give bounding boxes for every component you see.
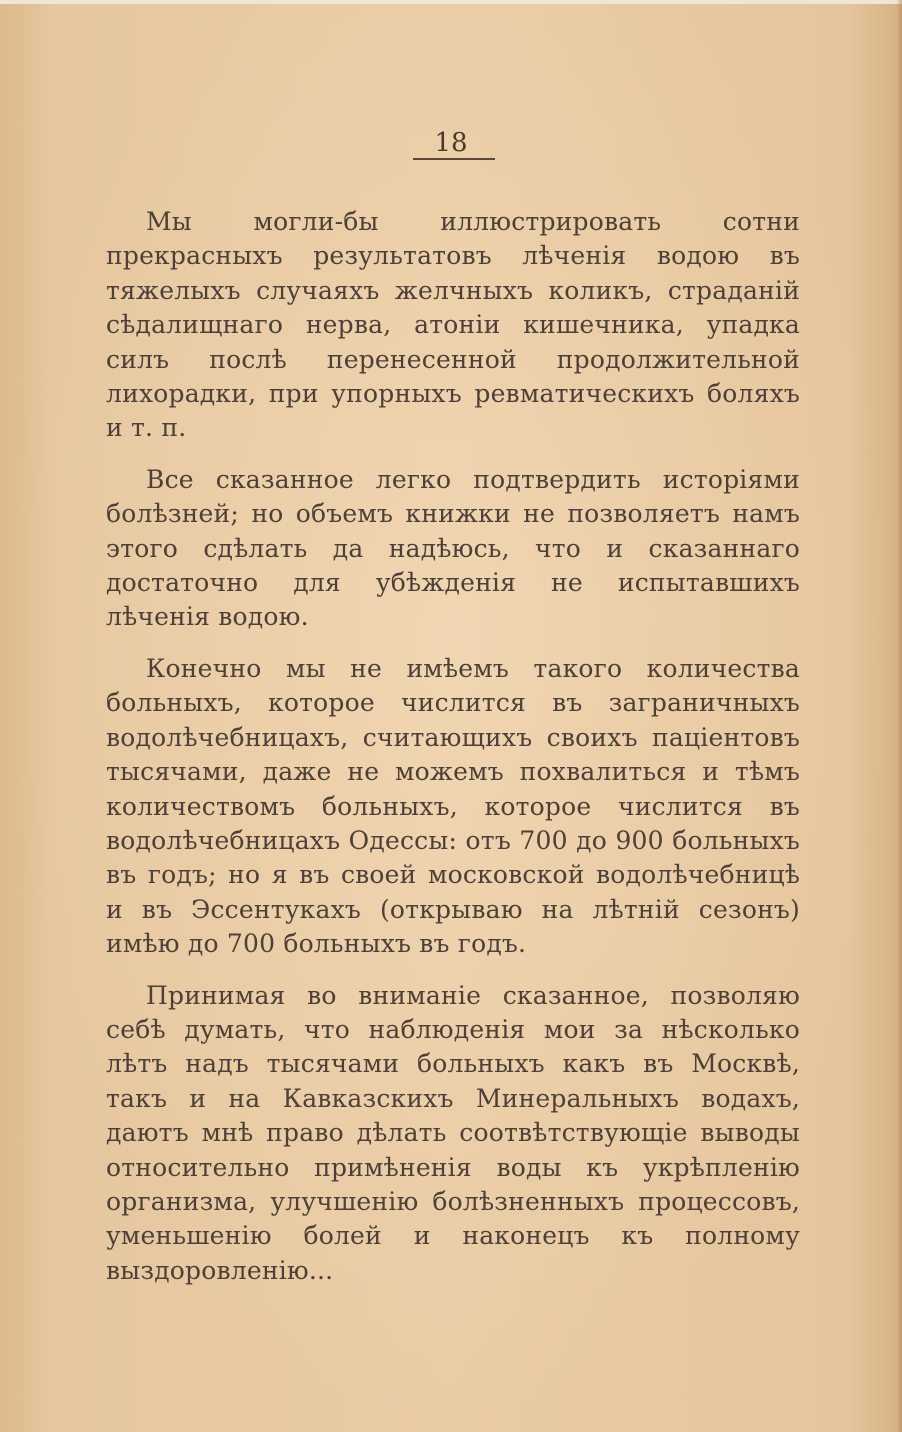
paragraph-4: Принимая во вниманіе сказанное, позволяю себѣ думать, что наблюденія мои за нѣсколько лѣтъ надъ тысячами больныхъ какъ въ Москвѣ, такъ и на Кавказскихъ Минеральныхъ водахъ, даютъ мнѣ право дѣлать соотвѣтствующіе выводы относительно примѣненія воды къ укрѣпленію организма, улучшенію болѣзненныхъ процессовъ, уменьшенію болей и наконецъ къ полному выздоровленію... [106,980,800,1285]
page-top-edge [0,0,902,4]
paragraph-2: Все сказанное легко подтвердить исторіями болѣзней; но объемъ книжки не позволяетъ намъ этого сдѣлать да надѣюсь, что и сказаннаго достаточно для убѣжденія не испытавшихъ лѣченія водою. [106,464,800,632]
page-binding-shadow [896,0,902,1432]
paragraph-3: Конечно мы не имѣемъ такого количества больныхъ, которое числится въ заграничныхъ водолѣчебницахъ, считающихъ своихъ паціентовъ тысячами, даже не можемъ похвалиться и тѣмъ количествомъ больныхъ, которое числится въ водолѣчебницахъ Одессы: отъ 700 до 900 больныхъ въ годъ; но я въ своей московской водолѣчебницѣ и въ Эссентукахъ (открываю на лѣтній сезонъ) имѣю до 700 больныхъ въ годъ. [106,653,800,959]
page-number: 18 [434,128,468,158]
body-text [106,205,800,1305]
page-number-rule [413,158,495,160]
paragraph-1: Мы могли-бы иллюстрировать сотни прекрасныхъ результатовъ лѣченія водою въ тяжелыхъ случаяхъ желчныхъ коликъ, страданій сѣдалищнаго нерва, атоніи кишечника, упадка силъ послѣ перенесенной продолжительной лихорадки, при упорныхъ ревматическихъ боляхъ и т. п. [106,207,800,443]
